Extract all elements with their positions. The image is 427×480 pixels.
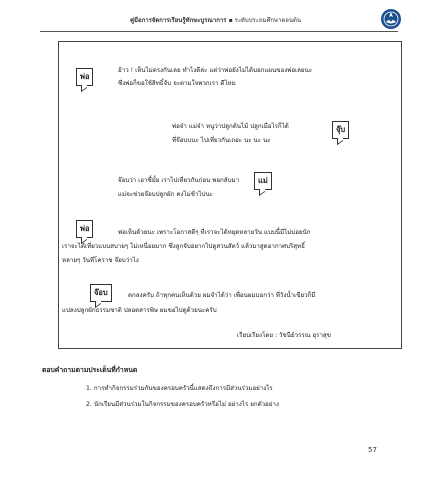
dialogue-line: อ้าว ! เห็นไม่ตรงกันเลย ทำไงดีล่ะ แต่ว่าพ่อยังไม่ได้บอกแผนของพ่อเลยนะ [118, 67, 313, 74]
book-subtitle: ระดับประถมศึกษาตอนต้น [234, 17, 301, 24]
header-rule [40, 31, 398, 32]
dialogue-line: เราจะได้เที่ยวแบบสบายๆ ไม่เหนื่อยมาก ซึ่งลูกจับอยากไปดูสวนสัตว์ แล้วมาสูดอากาศบริสุทธิ์ [62, 243, 305, 250]
dialogue-line: แม่จะช่วยจ๊อบปลูกผัก คงไม่ช้าไปนะ [118, 191, 214, 198]
page-number: 57 [368, 446, 377, 454]
question-item: 1. การทำกิจกรรมร่วมกันของครอบครัวนี้แสดงถึงการมีส่วนร่วมอย่างไร [86, 385, 273, 392]
speaker-label-joob: จุ๊บ [332, 121, 349, 139]
dialogue-line: จ๊อบว่า เอาซี้มั้ย เราไปเที่ยวกันก่อน พอกลับมา [118, 177, 240, 184]
dialogue-line: หลายๆ วันที่โคราช จ๊อบว่าไง [62, 257, 139, 264]
dialogue-line: พ่อเห็นด้วยนะ เพราะโอกาสดีๆ ที่เราจะได้หยุดหลายวัน แบบนี้มีไม่บ่อยนัก [118, 229, 311, 236]
dialogue-line: ที่จ๊อบบนะ ไปเที่ยวกันเถอะ นะ นะ นะ [172, 137, 271, 144]
author-credit: เรียบเรียงโดย : วัชนีย์วรรณ อุราสุข [237, 332, 331, 339]
speaker-label-job: จ๊อบ [90, 284, 112, 302]
dialogue-line: ตกลงครับ ถ้าทุกคนเห็นด้วย ผมจำได้ว่า เพื่อนผมบอกว่า ที่วังน้ำเขียวก็มี [128, 292, 316, 299]
speaker-label-mother: แม่ [254, 172, 272, 190]
question-item: 2. นักเรียนมีส่วนร่วมในกิจกรรมของครอบครัวหรือไม่ อย่างไร ยกตัวอย่าง [86, 401, 279, 408]
ministry-seal-logo [380, 8, 402, 30]
header-title [130, 15, 370, 25]
book-subtitle-separator: ▪ [228, 17, 235, 24]
questions-heading: ตอบคำถามตามประเด็นที่กำหนด [42, 366, 138, 374]
dialogue-line: แปลงปลูกผักธรรมชาติ ปลอดสารพิษ ผมขอไปดูด้วยนะครับ [62, 307, 217, 314]
speaker-label-father: พ่อ [76, 220, 93, 238]
dialogue-line: พ่อจ๋า แม่จ๋า หนูว่าปลูกต้นไม้ ปลูกเมื่อไรก็ได้ [172, 123, 289, 130]
speaker-label-father: พ่อ [76, 68, 93, 86]
book-title: คู่มือการจัดการเรียนรู้ทักษะบูรณาการ [130, 17, 227, 24]
dialogue-line: ซึ่งพ่อก็ขอใช้สิทธิ์จับ จะตามใจพวกเรา ดีไหม [118, 80, 236, 87]
